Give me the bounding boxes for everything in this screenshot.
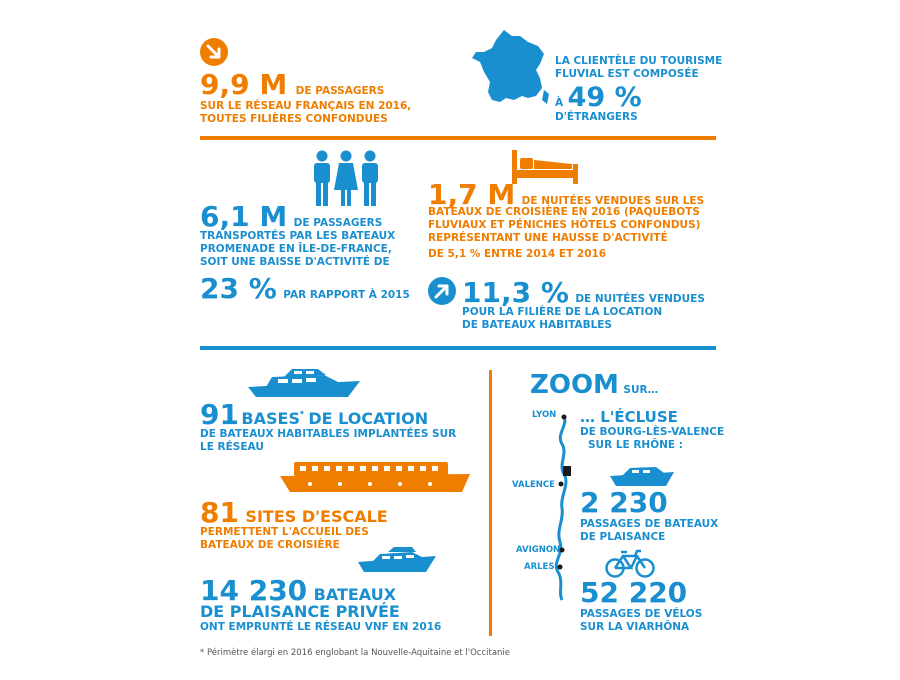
stat-value: 49 % <box>567 82 642 113</box>
stat-nuitees-croisiere <box>428 178 718 268</box>
zoom-sub1: … L'ÉCLUSE <box>580 408 678 426</box>
stat-tail: PAR RAPPORT À 2015 <box>283 289 410 301</box>
stat-line: PERMETTENT L'ACCUEIL DES <box>200 526 369 538</box>
stat-line: DE PLAISANCE <box>580 530 666 543</box>
divider-blue <box>200 346 716 350</box>
stat-line: SOIT UNE BAISSE D'ACTIVITÉ DE <box>200 256 390 268</box>
stat-bases-location <box>200 398 460 454</box>
france-map-icon <box>470 28 550 108</box>
stat-line: BATEAUX DE CROISIÈRE <box>200 539 340 551</box>
stat-passages-velos <box>580 578 702 633</box>
stat-value: 81 <box>200 496 239 529</box>
stat-line: SUR LE RÉSEAU FRANÇAIS EN 2016, <box>200 100 412 112</box>
stat-lead: DE NUITÉES VENDUES SUR LES <box>521 195 705 207</box>
stat-sites-escale <box>200 496 460 552</box>
stat-word: SITES D'ESCALE <box>245 507 388 526</box>
city-label-avignon: AVIGNON <box>516 545 561 555</box>
zoom-subtitle <box>580 408 724 451</box>
bicycle-icon <box>605 548 655 578</box>
stat-value: 2 230 <box>580 486 668 519</box>
stat-word-2: DE LOCATION <box>308 409 429 428</box>
zoom-sub2: DE BOURG-LÈS-VALENCE <box>580 426 725 438</box>
city-marker-lyon <box>562 415 567 420</box>
stat-prefix: À <box>555 97 564 109</box>
stat-line: PROMENADE EN ÎLE-DE-FRANCE, <box>200 243 392 255</box>
lock-marker <box>563 466 571 476</box>
stat-line: DE BATEAUX HABITABLES <box>462 319 612 331</box>
stat-line: LA CLIENTÈLE DU TOURISME <box>555 55 723 67</box>
stat-line: PASSAGES DE VÉLOS <box>580 608 703 620</box>
stat-lead: DE NUITÉES VENDUES <box>575 293 705 305</box>
stat-line: BATEAUX DE CROISIÈRE EN 2016 (PAQUEBOTS <box>428 206 700 218</box>
city-marker-valence <box>559 482 564 487</box>
stat-passagers-idf <box>200 200 430 310</box>
stat-line: ONT EMPRUNTÉ LE RÉSEAU VNF EN 2016 <box>200 621 442 633</box>
stat-word: BASES <box>241 409 300 428</box>
stat-line: D'ÉTRANGERS <box>555 111 638 123</box>
stat-line: PASSAGES DE BATEAUX <box>580 518 719 530</box>
stat-word: BATEAUX <box>313 585 397 604</box>
barge-icon <box>280 460 470 494</box>
stat-value: 52 220 <box>580 576 688 609</box>
speedboat-icon <box>358 546 436 574</box>
zoom-title: ZOOM <box>530 370 619 400</box>
divider-vertical <box>489 370 492 636</box>
stat-value: 11,3 % <box>462 276 569 309</box>
divider-orange <box>200 136 716 140</box>
motorboat-icon <box>610 462 674 488</box>
stat-value-2: 23 % <box>200 272 277 305</box>
city-label-lyon: LYON <box>532 410 557 420</box>
arrow-up-right-icon <box>428 277 456 305</box>
yacht-icon <box>248 365 360 399</box>
stat-value: 9,9 M <box>200 68 288 101</box>
city-label-arles: ARLES <box>524 562 555 572</box>
stat-line: FLUVIAL EST COMPOSÉE <box>555 67 699 80</box>
stat-line: SUR LA VIARHÔNA <box>580 620 690 633</box>
stat-lead: DE PASSAGERS <box>295 85 385 97</box>
stat-nuitees-habitables <box>462 276 722 336</box>
arrow-down-right-icon <box>200 38 228 66</box>
footnote-marker: * <box>299 409 304 421</box>
footnote: * Périmètre élargi en 2016 englobant la Nouvelle-Aquitaine et l'Occitanie <box>200 648 511 658</box>
stat-clientele <box>555 55 755 135</box>
city-marker-arles <box>558 565 563 570</box>
zoom-sub3: SUR LE RHÔNE : <box>588 438 683 451</box>
stat-line: LE RÉSEAU <box>200 441 264 453</box>
stat-lead: DE PASSAGERS <box>293 217 383 229</box>
zoom-header <box>530 370 658 400</box>
stat-line: DE 5,1 % ENTRE 2014 ET 2016 <box>428 248 607 260</box>
zoom-sur: SUR… <box>623 384 659 396</box>
stat-bateaux-plaisance <box>200 574 470 634</box>
stat-value: 14 230 <box>200 574 308 607</box>
city-marker-avignon <box>560 548 565 553</box>
stat-passages-bateaux <box>580 488 718 543</box>
stat-line: REPRÉSENTANT UNE HAUSSE D'ACTIVITÉ <box>428 232 668 244</box>
stat-value: 91 <box>200 398 239 431</box>
stat-line: DE BATEAUX HABITABLES IMPLANTÉES SUR <box>200 428 457 440</box>
stat-value: 6,1 M <box>200 200 288 233</box>
stat-line: DE PLAISANCE PRIVÉE <box>200 602 400 621</box>
city-label-valence: VALENCE <box>512 480 555 490</box>
stat-line: TRANSPORTÉS PAR LES BATEAUX <box>200 230 396 242</box>
stat-line: TOUTES FILIÈRES CONFONDUES <box>200 113 388 125</box>
stat-line: POUR LA FILIÈRE DE LA LOCATION <box>462 306 663 318</box>
stat-passagers-reseau <box>200 38 460 128</box>
stat-line: FLUVIAUX ET PÉNICHES HÔTELS CONFONDUS) <box>428 219 701 231</box>
stat-value: 1,7 M <box>428 178 516 211</box>
